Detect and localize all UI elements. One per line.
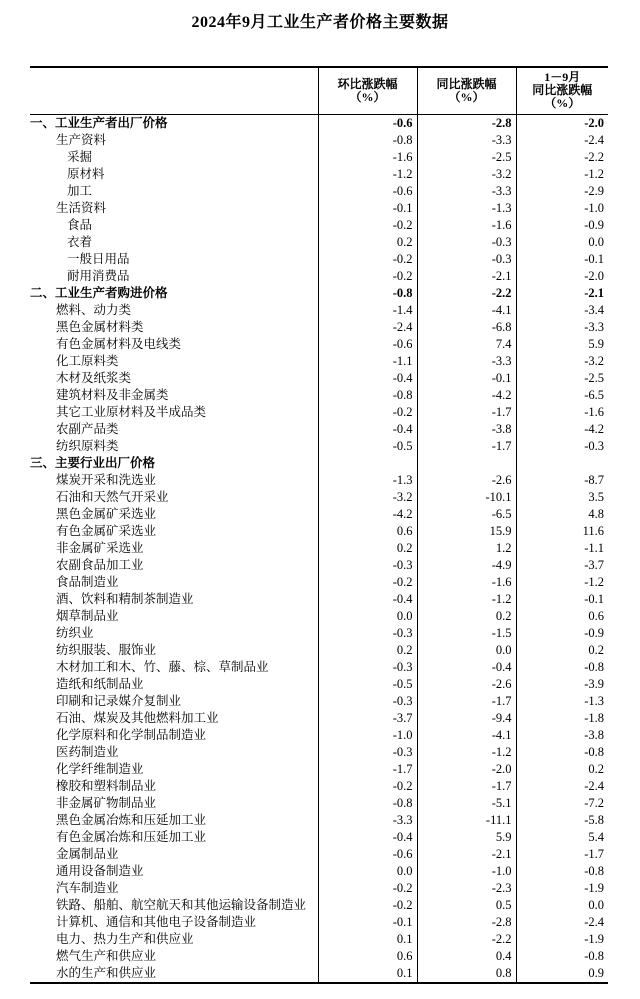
value-cell: -1.7	[516, 846, 608, 863]
value-cell: -2.4	[516, 914, 608, 931]
value-cell: -0.3	[318, 693, 417, 710]
row-label: 化工原料类	[56, 353, 119, 368]
value-cell: -8.7	[516, 472, 608, 489]
table-row	[30, 438, 608, 455]
value-cell: 0.0	[516, 234, 608, 251]
table-row	[30, 931, 608, 948]
table-row	[30, 251, 608, 268]
table-row	[30, 778, 608, 795]
row-label: 有色金属材料及电线类	[56, 336, 182, 351]
value-cell: -0.6	[318, 114, 417, 132]
value-cell: -3.2	[318, 489, 417, 506]
value-cell: -4.2	[318, 506, 417, 523]
value-cell: -1.6	[516, 404, 608, 421]
value-cell: -6.8	[417, 319, 516, 336]
table-row	[30, 846, 608, 863]
row-label: 食品	[67, 217, 93, 232]
value-cell: -0.1	[417, 370, 516, 387]
value-cell: -0.2	[318, 778, 417, 795]
row-label: 有色金属冶炼和压延加工业	[56, 829, 207, 844]
table-row	[30, 574, 608, 591]
value-cell	[516, 455, 608, 472]
row-label: 纺织业	[56, 625, 94, 640]
value-cell: -3.3	[318, 812, 417, 829]
value-cell: -1.2	[318, 166, 417, 183]
value-cell: -1.1	[516, 540, 608, 557]
table-row	[30, 897, 608, 914]
table-row	[30, 744, 608, 761]
value-cell: -1.3	[417, 200, 516, 217]
value-cell: -3.8	[417, 421, 516, 438]
value-cell: -1.9	[516, 931, 608, 948]
table-body	[30, 114, 608, 983]
value-cell: 3.5	[516, 489, 608, 506]
row-label: 非金属矿物制品业	[56, 795, 157, 810]
value-cell: -0.3	[417, 251, 516, 268]
value-cell: -0.5	[318, 676, 417, 693]
table-row	[30, 506, 608, 523]
page-title: 2024年9月工业生产者价格主要数据	[191, 14, 449, 31]
value-cell	[417, 455, 516, 472]
row-label: 生活资料	[56, 200, 107, 215]
value-cell: -0.2	[318, 268, 417, 285]
value-cell: -2.9	[516, 183, 608, 200]
value-cell: -4.2	[417, 387, 516, 404]
value-cell: -3.3	[417, 132, 516, 149]
row-label: 烟草制品业	[56, 608, 119, 623]
value-cell: -0.3	[318, 625, 417, 642]
value-cell: 0.2	[318, 234, 417, 251]
row-label: 煤炭开采和洗选业	[56, 472, 157, 487]
value-cell: -0.8	[516, 659, 608, 676]
table-row	[30, 829, 608, 846]
table-row	[30, 149, 608, 166]
value-cell: -0.1	[318, 200, 417, 217]
row-label: 非金属矿采选业	[56, 540, 144, 555]
value-cell: -0.2	[318, 880, 417, 897]
row-label: 水的生产和供应业	[56, 965, 157, 980]
table-row	[30, 625, 608, 642]
value-cell: -0.5	[318, 438, 417, 455]
value-cell: 5.4	[516, 829, 608, 846]
row-label: 纺织服装、服饰业	[56, 642, 157, 657]
table-row	[30, 591, 608, 608]
row-label: 一、工业生产者出厂价格	[30, 115, 168, 130]
value-cell: -3.9	[516, 676, 608, 693]
value-cell: -2.0	[516, 114, 608, 132]
value-cell: 0.5	[417, 897, 516, 914]
value-cell: 0.6	[318, 523, 417, 540]
table-row	[30, 880, 608, 897]
row-label: 化学纤维制造业	[56, 761, 144, 776]
value-cell: -2.6	[417, 676, 516, 693]
value-cell: -0.8	[516, 948, 608, 965]
value-cell: 0.6	[516, 608, 608, 625]
value-cell: -0.4	[318, 591, 417, 608]
row-label: 原材料	[67, 166, 105, 181]
table-row	[30, 183, 608, 200]
row-label: 燃气生产和供应业	[56, 948, 157, 963]
row-label: 农副产品类	[56, 421, 119, 436]
value-cell: 5.9	[516, 336, 608, 353]
row-label: 医药制造业	[56, 744, 119, 759]
table-row	[30, 455, 608, 472]
value-cell: -1.6	[417, 574, 516, 591]
column-header-line: （%）	[448, 89, 485, 104]
row-label: 建筑材料及非金属类	[56, 387, 169, 402]
value-cell: -1.9	[516, 880, 608, 897]
table-row	[30, 812, 608, 829]
row-label: 加工	[67, 183, 93, 198]
table-row	[30, 353, 608, 370]
value-cell: 0.2	[516, 642, 608, 659]
value-cell: -3.7	[318, 710, 417, 727]
value-cell: -1.2	[516, 166, 608, 183]
value-cell: 7.4	[417, 336, 516, 353]
value-cell: 1.2	[417, 540, 516, 557]
value-cell: 0.1	[318, 965, 417, 983]
value-cell: -1.6	[318, 149, 417, 166]
row-label: 衣着	[67, 234, 93, 249]
value-cell: -0.2	[318, 217, 417, 234]
value-cell: -4.2	[516, 421, 608, 438]
value-cell: 0.2	[417, 608, 516, 625]
value-cell: -0.8	[318, 387, 417, 404]
table-row	[30, 132, 608, 149]
row-label: 三、主要行业出厂价格	[30, 455, 156, 470]
row-label: 造纸和纸制品业	[56, 676, 144, 691]
value-cell: 0.0	[417, 642, 516, 659]
row-label: 印刷和记录媒介复制业	[56, 693, 182, 708]
value-cell: -0.4	[318, 829, 417, 846]
row-label: 木材及纸浆类	[56, 370, 132, 385]
table-row	[30, 727, 608, 744]
value-cell: -1.2	[417, 591, 516, 608]
value-cell: 0.2	[318, 540, 417, 557]
row-label: 黑色金属材料类	[56, 319, 144, 334]
value-cell: -0.6	[318, 336, 417, 353]
table-row	[30, 114, 608, 132]
value-cell: -3.7	[516, 557, 608, 574]
value-cell: -3.2	[417, 166, 516, 183]
value-cell: -2.1	[417, 268, 516, 285]
value-cell: -1.1	[318, 353, 417, 370]
row-label: 食品制造业	[56, 574, 119, 589]
table-row	[30, 523, 608, 540]
value-cell: -1.2	[516, 574, 608, 591]
value-cell: -1.7	[417, 693, 516, 710]
value-cell: -0.9	[516, 625, 608, 642]
value-cell: -2.5	[417, 149, 516, 166]
row-label: 计算机、通信和其他电子设备制造业	[56, 914, 257, 929]
value-cell: -0.2	[318, 404, 417, 421]
value-cell: -0.1	[516, 251, 608, 268]
value-cell: 0.0	[318, 608, 417, 625]
value-cell: -0.8	[318, 795, 417, 812]
value-cell: -9.4	[417, 710, 516, 727]
row-label: 纺织原料类	[56, 438, 119, 453]
table-row	[30, 608, 608, 625]
value-cell: -10.1	[417, 489, 516, 506]
value-cell: -1.3	[516, 693, 608, 710]
value-cell: 0.4	[417, 948, 516, 965]
value-cell: -5.8	[516, 812, 608, 829]
row-label: 其它工业原材料及半成品类	[56, 404, 207, 419]
header-corner-cell	[30, 67, 318, 114]
table-row	[30, 166, 608, 183]
table-row	[30, 217, 608, 234]
column-header-line: （%）	[544, 96, 581, 111]
table-row	[30, 761, 608, 778]
table-row	[30, 642, 608, 659]
value-cell: -4.9	[417, 557, 516, 574]
value-cell: -1.7	[417, 404, 516, 421]
value-cell: -2.1	[417, 846, 516, 863]
column-header	[516, 67, 608, 114]
value-cell: 4.8	[516, 506, 608, 523]
value-cell: -0.8	[318, 285, 417, 302]
table-container	[30, 66, 608, 984]
value-cell: -1.2	[417, 744, 516, 761]
column-header-line: 环比涨跌幅	[337, 76, 398, 91]
value-cell	[318, 455, 417, 472]
value-cell: -2.4	[318, 319, 417, 336]
value-cell: -7.2	[516, 795, 608, 812]
value-cell: -1.7	[417, 438, 516, 455]
value-cell: -4.1	[417, 727, 516, 744]
table-row	[30, 302, 608, 319]
column-header	[318, 67, 417, 114]
value-cell: -6.5	[516, 387, 608, 404]
value-cell: 0.8	[417, 965, 516, 983]
row-label: 酒、饮料和精制茶制造业	[56, 591, 194, 606]
value-cell: 0.0	[318, 863, 417, 880]
value-cell: -0.3	[318, 659, 417, 676]
column-header-line: 同比涨跌幅	[532, 83, 593, 98]
table-row	[30, 659, 608, 676]
value-cell: -1.8	[516, 710, 608, 727]
table-row	[30, 710, 608, 727]
value-cell: -0.8	[516, 863, 608, 880]
ppi-table	[30, 66, 608, 984]
column-header	[417, 67, 516, 114]
value-cell: -2.0	[516, 268, 608, 285]
value-cell: -1.0	[417, 863, 516, 880]
value-cell: -2.5	[516, 370, 608, 387]
value-cell: -2.4	[516, 132, 608, 149]
value-cell: -2.8	[417, 914, 516, 931]
row-label: 通用设备制造业	[56, 863, 144, 878]
value-cell: -2.0	[417, 761, 516, 778]
value-cell: -2.2	[417, 285, 516, 302]
row-label: 耐用消费品	[67, 268, 130, 283]
table-row	[30, 268, 608, 285]
value-cell: -2.8	[417, 114, 516, 132]
value-cell: -1.5	[417, 625, 516, 642]
value-cell: -1.7	[318, 761, 417, 778]
value-cell: -1.0	[318, 727, 417, 744]
value-cell: -2.4	[516, 778, 608, 795]
value-cell: -0.4	[318, 421, 417, 438]
column-header-line: 同比涨跌幅	[436, 76, 497, 91]
column-header-line: 1－9月	[544, 70, 581, 85]
table-row	[30, 540, 608, 557]
value-cell: -1.3	[318, 472, 417, 489]
value-cell: 0.2	[516, 761, 608, 778]
value-cell: -0.3	[417, 234, 516, 251]
table-row	[30, 863, 608, 880]
value-cell: 0.6	[318, 948, 417, 965]
value-cell: 0.0	[516, 897, 608, 914]
value-cell: 5.9	[417, 829, 516, 846]
value-cell: -1.7	[417, 778, 516, 795]
table-row	[30, 795, 608, 812]
row-label: 生产资料	[56, 132, 107, 147]
value-cell: 15.9	[417, 523, 516, 540]
value-cell: -1.0	[516, 200, 608, 217]
value-cell: -6.5	[417, 506, 516, 523]
value-cell: -3.4	[516, 302, 608, 319]
row-label: 黑色金属矿采选业	[56, 506, 157, 521]
value-cell: -0.8	[318, 132, 417, 149]
table-row	[30, 404, 608, 421]
value-cell: -0.4	[417, 659, 516, 676]
table-row	[30, 336, 608, 353]
table-row	[30, 557, 608, 574]
value-cell: -0.3	[516, 438, 608, 455]
value-cell: -3.3	[417, 183, 516, 200]
value-cell: 11.6	[516, 523, 608, 540]
value-cell: -0.8	[516, 744, 608, 761]
column-header-line: （%）	[349, 89, 386, 104]
row-label: 木材加工和木、竹、藤、棕、草制品业	[56, 659, 269, 674]
table-row	[30, 370, 608, 387]
value-cell: -1.4	[318, 302, 417, 319]
table-row	[30, 285, 608, 302]
row-label: 石油、煤炭及其他燃料加工业	[56, 710, 219, 725]
value-cell: -4.1	[417, 302, 516, 319]
table-row	[30, 200, 608, 217]
table-row	[30, 319, 608, 336]
row-label: 黑色金属冶炼和压延加工业	[56, 812, 207, 827]
value-cell: -2.2	[417, 931, 516, 948]
value-cell: -3.3	[417, 353, 516, 370]
table-row	[30, 676, 608, 693]
table-header	[30, 67, 608, 114]
row-label: 铁路、船舶、航空航天和其他运输设备制造业	[56, 897, 307, 912]
table-row	[30, 234, 608, 251]
row-label: 燃料、动力类	[56, 302, 132, 317]
row-label: 橡胶和塑料制品业	[56, 778, 157, 793]
value-cell: -2.2	[516, 149, 608, 166]
value-cell: -0.2	[318, 251, 417, 268]
value-cell: 0.2	[318, 642, 417, 659]
value-cell: -0.1	[516, 591, 608, 608]
row-label: 电力、热力生产和供应业	[56, 931, 194, 946]
value-cell: -3.3	[516, 319, 608, 336]
value-cell: -0.9	[516, 217, 608, 234]
table-row	[30, 489, 608, 506]
row-label: 石油和天然气开采业	[56, 489, 169, 504]
value-cell: -2.3	[417, 880, 516, 897]
value-cell: -0.2	[318, 897, 417, 914]
value-cell: -0.6	[318, 183, 417, 200]
header-row	[30, 67, 608, 114]
value-cell: -5.1	[417, 795, 516, 812]
row-label: 金属制品业	[56, 846, 119, 861]
value-cell: -1.6	[417, 217, 516, 234]
table-row	[30, 472, 608, 489]
value-cell: -0.4	[318, 370, 417, 387]
value-cell: -11.1	[417, 812, 516, 829]
value-cell: 0.9	[516, 965, 608, 983]
value-cell: -3.8	[516, 727, 608, 744]
row-label: 一般日用品	[67, 251, 130, 266]
table-row	[30, 948, 608, 965]
table-row	[30, 965, 608, 983]
row-label: 采掘	[67, 149, 93, 164]
value-cell: 0.1	[318, 931, 417, 948]
value-cell: -3.2	[516, 353, 608, 370]
row-label: 有色金属矿采选业	[56, 523, 157, 538]
table-row	[30, 421, 608, 438]
table-row	[30, 387, 608, 404]
row-label: 汽车制造业	[56, 880, 119, 895]
row-label: 二、工业生产者购进价格	[30, 285, 168, 300]
value-cell: -0.1	[318, 914, 417, 931]
value-cell: -0.6	[318, 846, 417, 863]
value-cell: -2.1	[516, 285, 608, 302]
value-cell: -0.2	[318, 574, 417, 591]
value-cell: -0.3	[318, 557, 417, 574]
value-cell: -0.3	[318, 744, 417, 761]
table-row	[30, 693, 608, 710]
value-cell: -2.6	[417, 472, 516, 489]
row-label: 农副食品加工业	[56, 557, 144, 572]
table-row	[30, 914, 608, 931]
row-label: 化学原料和化学制品制造业	[56, 727, 207, 742]
